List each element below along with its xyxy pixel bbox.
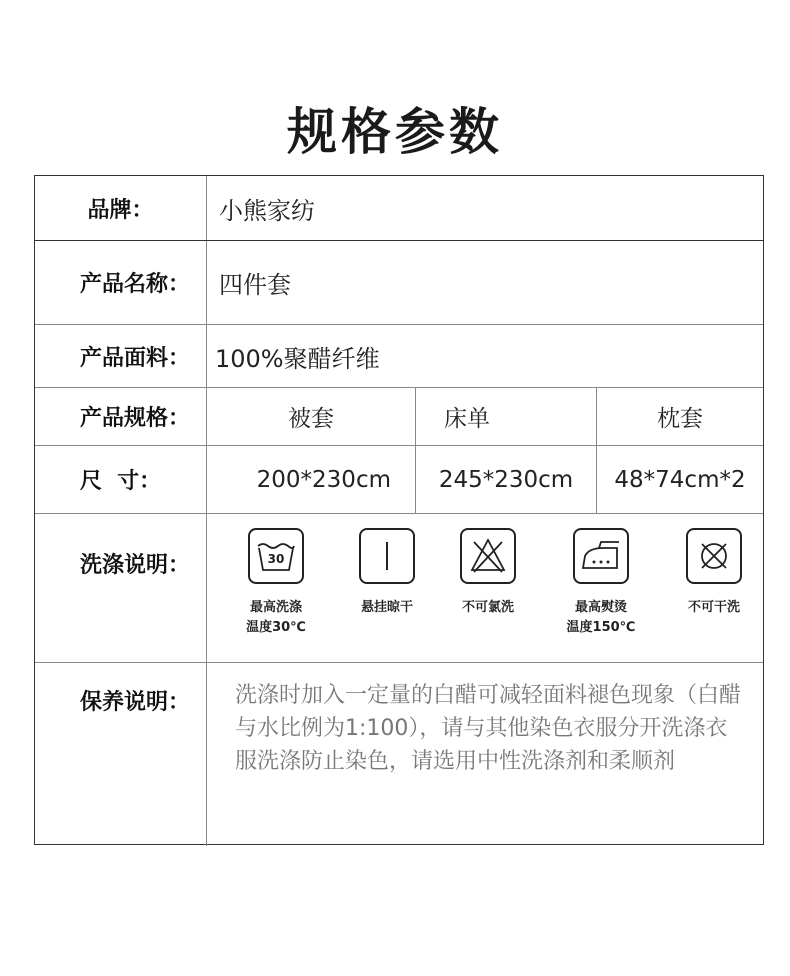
spec-item-sheet: 床单 [415, 388, 596, 445]
wash-30-icon [248, 528, 304, 584]
care-item-wash30 [221, 528, 331, 638]
iron-line1: 最高熨烫 [574, 600, 627, 615]
row-spec [35, 388, 763, 446]
spec-item-pillowcase: 枕套 [596, 388, 763, 445]
care-label: 保养说明： [35, 663, 207, 846]
spec-item-duvet: 被套 [288, 406, 334, 432]
line-dry-line1: 悬挂晾干 [360, 600, 413, 615]
wash-icons [207, 514, 763, 662]
care-item-no-bleach [433, 528, 543, 618]
no-dry-clean-icon [686, 528, 742, 584]
care-item-iron [546, 528, 656, 638]
no-dry-clean-line1: 不可干洗 [687, 600, 740, 615]
care-item-no-dry-clean [659, 528, 769, 618]
no-bleach-icon [460, 528, 516, 584]
size-label: 尺 寸： [35, 446, 207, 513]
size-item-pillowcase: 48*74cm*2 [596, 446, 763, 513]
row-size [35, 446, 763, 514]
care-item-line-dry [332, 528, 442, 618]
material-value: 100%聚醋纤维 [215, 344, 380, 373]
line-dry-icon [359, 528, 415, 584]
row-material [35, 325, 763, 388]
row-wash [35, 514, 763, 663]
iron-line2: 温度150℃ [566, 620, 636, 635]
spec-table [34, 175, 764, 845]
wash-label: 洗涤说明： [35, 514, 207, 662]
spec-label: 产品规格： [35, 388, 207, 445]
material-label: 产品面料： [35, 325, 207, 387]
size-item-duvet: 200*230cm [256, 466, 391, 493]
iron-icon [573, 528, 629, 584]
page-title: 规格参数 [287, 103, 503, 161]
spec-cells [207, 388, 763, 445]
row-care [35, 663, 763, 846]
wash30-line2: 温度30℃ [246, 620, 306, 635]
row-product-name [35, 241, 763, 325]
wash-temp: 30 [267, 552, 285, 566]
size-cells [207, 446, 763, 513]
size-item-sheet: 245*230cm [415, 446, 596, 513]
brand-label: 品牌： [35, 176, 207, 240]
product-name-value: 四件套 [219, 271, 291, 299]
brand-value: 小熊家纺 [219, 196, 315, 225]
no-bleach-line1: 不可氯洗 [461, 600, 514, 615]
row-brand [35, 176, 763, 241]
product-name-label: 产品名称： [35, 241, 207, 324]
care-note: 洗涤时加入一定量的白醋可减轻面料褪色现象（白醋与水比例为1:100），请与其他染色衣服分开洗涤衣服洗涤防止染色，请选用中性洗涤剂和柔顺剂 [235, 683, 742, 774]
wash30-line1: 最高洗涤 [249, 600, 302, 615]
